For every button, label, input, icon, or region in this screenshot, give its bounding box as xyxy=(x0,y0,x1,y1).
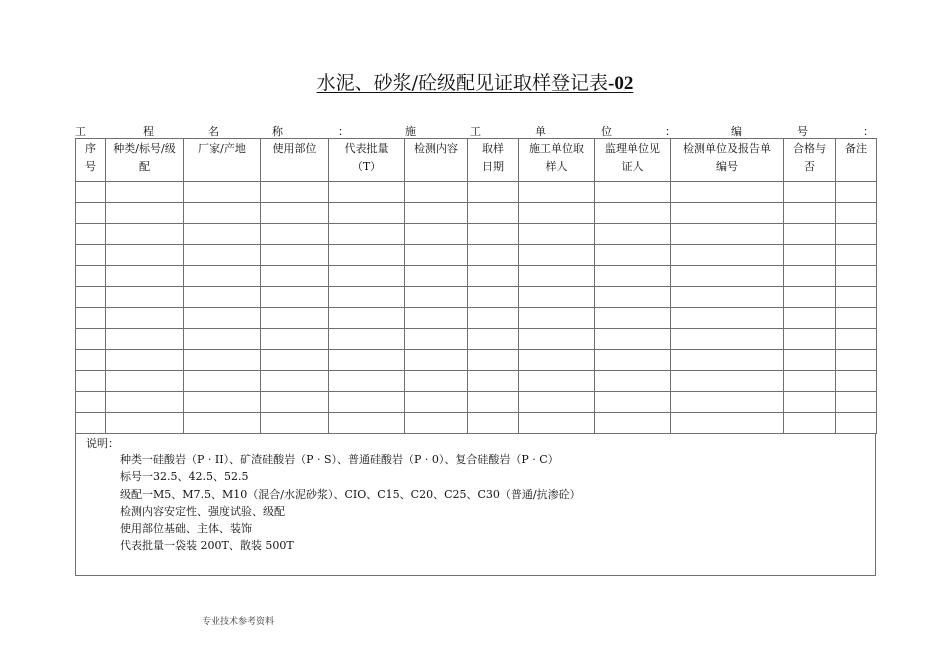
table-cell xyxy=(405,287,468,308)
table-cell xyxy=(671,329,784,350)
table-cell xyxy=(519,182,595,203)
table-cell xyxy=(329,413,405,434)
table-cell xyxy=(595,308,671,329)
table-cell xyxy=(76,245,106,266)
table-cell xyxy=(468,245,519,266)
table-cell xyxy=(184,245,261,266)
table-cell xyxy=(261,413,329,434)
table-cell xyxy=(329,203,405,224)
table-cell xyxy=(784,371,836,392)
table-cell xyxy=(261,350,329,371)
table-row xyxy=(76,266,877,287)
table-cell xyxy=(836,413,877,434)
header-cell-location: 使用部位 xyxy=(261,139,329,182)
table-row xyxy=(76,350,877,371)
table-cell xyxy=(76,287,106,308)
table-cell xyxy=(329,371,405,392)
table-cell xyxy=(595,245,671,266)
table-cell xyxy=(261,287,329,308)
table-cell xyxy=(836,350,877,371)
info-colon: ： xyxy=(665,125,676,138)
table-cell xyxy=(671,350,784,371)
table-cell xyxy=(184,329,261,350)
table-cell xyxy=(468,329,519,350)
table-row xyxy=(76,413,877,434)
table-cell xyxy=(595,287,671,308)
table-cell xyxy=(184,392,261,413)
table-cell xyxy=(106,245,184,266)
note-line-location: 使用部位基础、主体、装饰 xyxy=(120,522,252,535)
table-cell xyxy=(519,392,595,413)
table-cell xyxy=(784,308,836,329)
table-cell xyxy=(671,266,784,287)
table-row xyxy=(76,203,877,224)
table-cell xyxy=(519,350,595,371)
table-cell xyxy=(671,245,784,266)
table-cell xyxy=(329,392,405,413)
info-char: 号 xyxy=(797,125,808,138)
table-cell xyxy=(329,245,405,266)
info-char: 施 xyxy=(405,125,416,138)
table-cell xyxy=(76,329,106,350)
info-char: 名 xyxy=(208,125,219,138)
table-cell xyxy=(836,224,877,245)
table-cell xyxy=(784,224,836,245)
table-cell xyxy=(329,224,405,245)
header-row xyxy=(76,139,877,182)
table-cell xyxy=(836,287,877,308)
table-cell xyxy=(671,392,784,413)
table-cell xyxy=(106,371,184,392)
table-cell xyxy=(405,329,468,350)
info-char: 编 xyxy=(731,125,742,138)
table-cell xyxy=(405,182,468,203)
table-cell xyxy=(106,392,184,413)
table-cell xyxy=(519,203,595,224)
table-cell xyxy=(836,392,877,413)
table-cell xyxy=(784,287,836,308)
table-cell xyxy=(671,308,784,329)
table-cell xyxy=(76,371,106,392)
header-cell-test-content: 检测内容 xyxy=(405,139,468,182)
table-cell xyxy=(519,224,595,245)
table-cell xyxy=(106,182,184,203)
table-cell xyxy=(329,182,405,203)
table-cell xyxy=(468,224,519,245)
table-cell xyxy=(671,224,784,245)
note-line-batch: 代表批量一袋装 200T、散装 500T xyxy=(120,539,294,552)
table-cell xyxy=(76,413,106,434)
table-cell xyxy=(519,245,595,266)
table-cell xyxy=(405,413,468,434)
table-cell xyxy=(468,350,519,371)
info-char: 称 xyxy=(272,125,283,138)
table-cell xyxy=(184,371,261,392)
table-cell xyxy=(261,371,329,392)
table-cell xyxy=(329,287,405,308)
table-cell xyxy=(76,182,106,203)
table-cell xyxy=(106,329,184,350)
info-char: 工 xyxy=(470,125,481,138)
table-cell xyxy=(595,266,671,287)
info-char: 工 xyxy=(75,125,86,138)
footer-note: 专业技术参考资料 xyxy=(202,617,275,627)
note-line-test-content: 检测内容安定性、强度试验、级配 xyxy=(120,505,285,518)
table-cell xyxy=(405,371,468,392)
table-cell xyxy=(784,266,836,287)
table-cell xyxy=(519,308,595,329)
table-row xyxy=(76,287,877,308)
table-cell xyxy=(671,371,784,392)
table-cell xyxy=(261,203,329,224)
note-line-grades: 标号一32.5、42.5、52.5 xyxy=(120,470,249,483)
table-cell xyxy=(468,287,519,308)
table-cell xyxy=(76,350,106,371)
table-cell xyxy=(106,287,184,308)
table-cell xyxy=(595,203,671,224)
table-cell xyxy=(468,266,519,287)
table-cell xyxy=(784,350,836,371)
table-cell xyxy=(671,287,784,308)
table-row xyxy=(76,392,877,413)
table-row xyxy=(76,224,877,245)
header-cell-batch: 代表批量 （T） xyxy=(329,139,405,182)
table-cell xyxy=(106,224,184,245)
header-cell-type-grade: 种类/标号/级 配 xyxy=(106,139,184,182)
table-cell xyxy=(519,329,595,350)
table-cell xyxy=(468,392,519,413)
table-cell xyxy=(261,224,329,245)
info-colon: ： xyxy=(338,125,349,138)
table-row xyxy=(76,371,877,392)
table-cell xyxy=(784,245,836,266)
table-row xyxy=(76,308,877,329)
header-cell-index: 序 号 xyxy=(76,139,106,182)
table-cell xyxy=(671,203,784,224)
table-cell xyxy=(184,350,261,371)
table-cell xyxy=(261,329,329,350)
table-cell xyxy=(184,182,261,203)
page-title xyxy=(0,70,950,97)
table-cell xyxy=(784,182,836,203)
table-cell xyxy=(184,308,261,329)
table-cell xyxy=(784,329,836,350)
table-row xyxy=(76,245,877,266)
table-cell xyxy=(595,392,671,413)
table-cell xyxy=(261,245,329,266)
table-cell xyxy=(784,392,836,413)
table-cell xyxy=(519,413,595,434)
table-cell xyxy=(184,224,261,245)
table-cell xyxy=(836,308,877,329)
table-cell xyxy=(836,266,877,287)
table-cell xyxy=(595,329,671,350)
table-cell xyxy=(405,224,468,245)
table-cell xyxy=(836,329,877,350)
table-cell xyxy=(76,392,106,413)
info-char: 单 xyxy=(535,125,546,138)
table-cell xyxy=(595,371,671,392)
registration-table xyxy=(75,138,877,434)
table-cell xyxy=(519,371,595,392)
table-body xyxy=(76,182,877,434)
table-cell xyxy=(76,224,106,245)
header-cell-sample-date: 取样 日期 xyxy=(468,139,519,182)
table-cell xyxy=(595,182,671,203)
title-code: -02 xyxy=(608,73,634,94)
table-cell xyxy=(405,203,468,224)
table-cell xyxy=(468,182,519,203)
info-colon: ： xyxy=(863,125,874,138)
table-cell xyxy=(519,266,595,287)
header-cell-qualified: 合格与 否 xyxy=(784,139,836,182)
table-cell xyxy=(671,182,784,203)
table-cell xyxy=(519,287,595,308)
table-cell xyxy=(261,308,329,329)
table-row xyxy=(76,329,877,350)
table-cell xyxy=(184,266,261,287)
table-cell xyxy=(836,203,877,224)
table-cell xyxy=(106,266,184,287)
note-line-mix: 级配一M5、M7.5、M10（混合/水泥砂浆）、CIO、C15、C20、C25、C30（普通/抗渗砼） xyxy=(120,488,581,501)
table-cell xyxy=(184,203,261,224)
notes-box xyxy=(75,433,876,576)
table-cell xyxy=(184,413,261,434)
table-cell xyxy=(76,266,106,287)
table-cell xyxy=(468,308,519,329)
info-char: 位 xyxy=(601,125,612,138)
table-cell xyxy=(405,350,468,371)
table-cell xyxy=(329,350,405,371)
header-cell-remarks: 备注 xyxy=(836,139,877,182)
table-cell xyxy=(261,182,329,203)
table-cell xyxy=(261,266,329,287)
table-cell xyxy=(329,329,405,350)
table-cell xyxy=(468,413,519,434)
notes-label: 说明： xyxy=(86,437,119,450)
table-cell xyxy=(405,392,468,413)
header-cell-sampler: 施工单位取 样人 xyxy=(519,139,595,182)
table-cell xyxy=(595,350,671,371)
table-cell xyxy=(106,413,184,434)
header-cell-test-unit: 检测单位及报告单 编号 xyxy=(671,139,784,182)
table-row xyxy=(76,182,877,203)
table-cell xyxy=(106,350,184,371)
table-cell xyxy=(595,224,671,245)
title-main: 水泥、砂浆/砼级配见证取样登记表 xyxy=(316,72,609,94)
info-char: 程 xyxy=(143,125,154,138)
table-cell xyxy=(184,287,261,308)
table-cell xyxy=(836,182,877,203)
table-cell xyxy=(76,308,106,329)
table-cell xyxy=(671,413,784,434)
table-cell xyxy=(836,371,877,392)
table-cell xyxy=(261,392,329,413)
table-cell xyxy=(106,308,184,329)
table-cell xyxy=(106,203,184,224)
table-cell xyxy=(405,245,468,266)
table-cell xyxy=(468,371,519,392)
note-line-types: 种类一硅酸岩（P · II）、矿渣硅酸岩（P · S）、普通硅酸岩（P · 0）、复合硅酸岩（P · C） xyxy=(120,453,559,466)
table-cell xyxy=(329,308,405,329)
table-cell xyxy=(595,413,671,434)
table-cell xyxy=(468,203,519,224)
table-cell xyxy=(784,203,836,224)
table-cell xyxy=(76,203,106,224)
table-cell xyxy=(329,266,405,287)
table-cell xyxy=(405,308,468,329)
table-cell xyxy=(405,266,468,287)
header-cell-manufacturer: 厂家/产地 xyxy=(184,139,261,182)
table-cell xyxy=(836,245,877,266)
header-cell-witness: 监理单位见 证人 xyxy=(595,139,671,182)
table-cell xyxy=(784,413,836,434)
